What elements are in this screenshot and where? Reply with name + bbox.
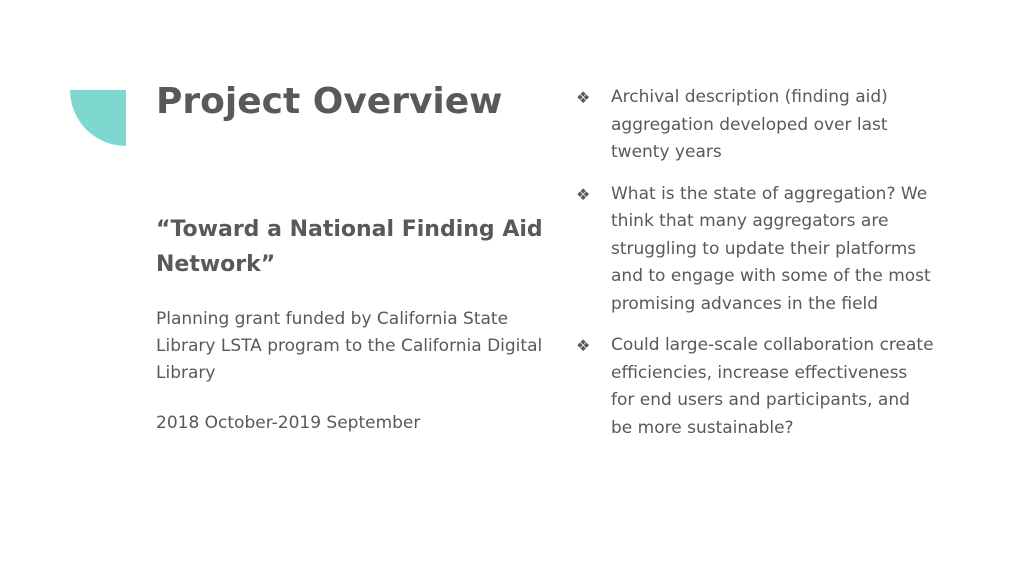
diamond-bullet-icon: ❖ [576,184,591,204]
project-dates: 2018 October-2019 September [156,413,421,433]
grant-description: Planning grant funded by California State Library LSTA program to the California Digital Library [156,309,543,383]
accent-quarter-circle [70,90,126,146]
bullet-text: Archival description (finding aid) aggregation developed over last twenty years [611,87,888,162]
list-item [576,181,936,319]
bullet-text: What is the state of aggregation? We think that many aggregators are struggling to update their platforms and to engage with some of the most promising advances in the field [611,183,931,314]
list-item [576,84,936,167]
page-title: Project Overview [156,81,503,122]
bullet-text: Could large-scale collaboration create efficiencies, increase effectiveness for end users and participants, and be more sustainable? [611,335,934,438]
overview-bullet-list [576,84,936,456]
list-item [576,332,936,442]
diamond-bullet-icon: ❖ [576,88,591,107]
project-subtitle: “Toward a National Finding Aid Network” [156,217,543,277]
diamond-bullet-icon: ❖ [576,336,591,355]
